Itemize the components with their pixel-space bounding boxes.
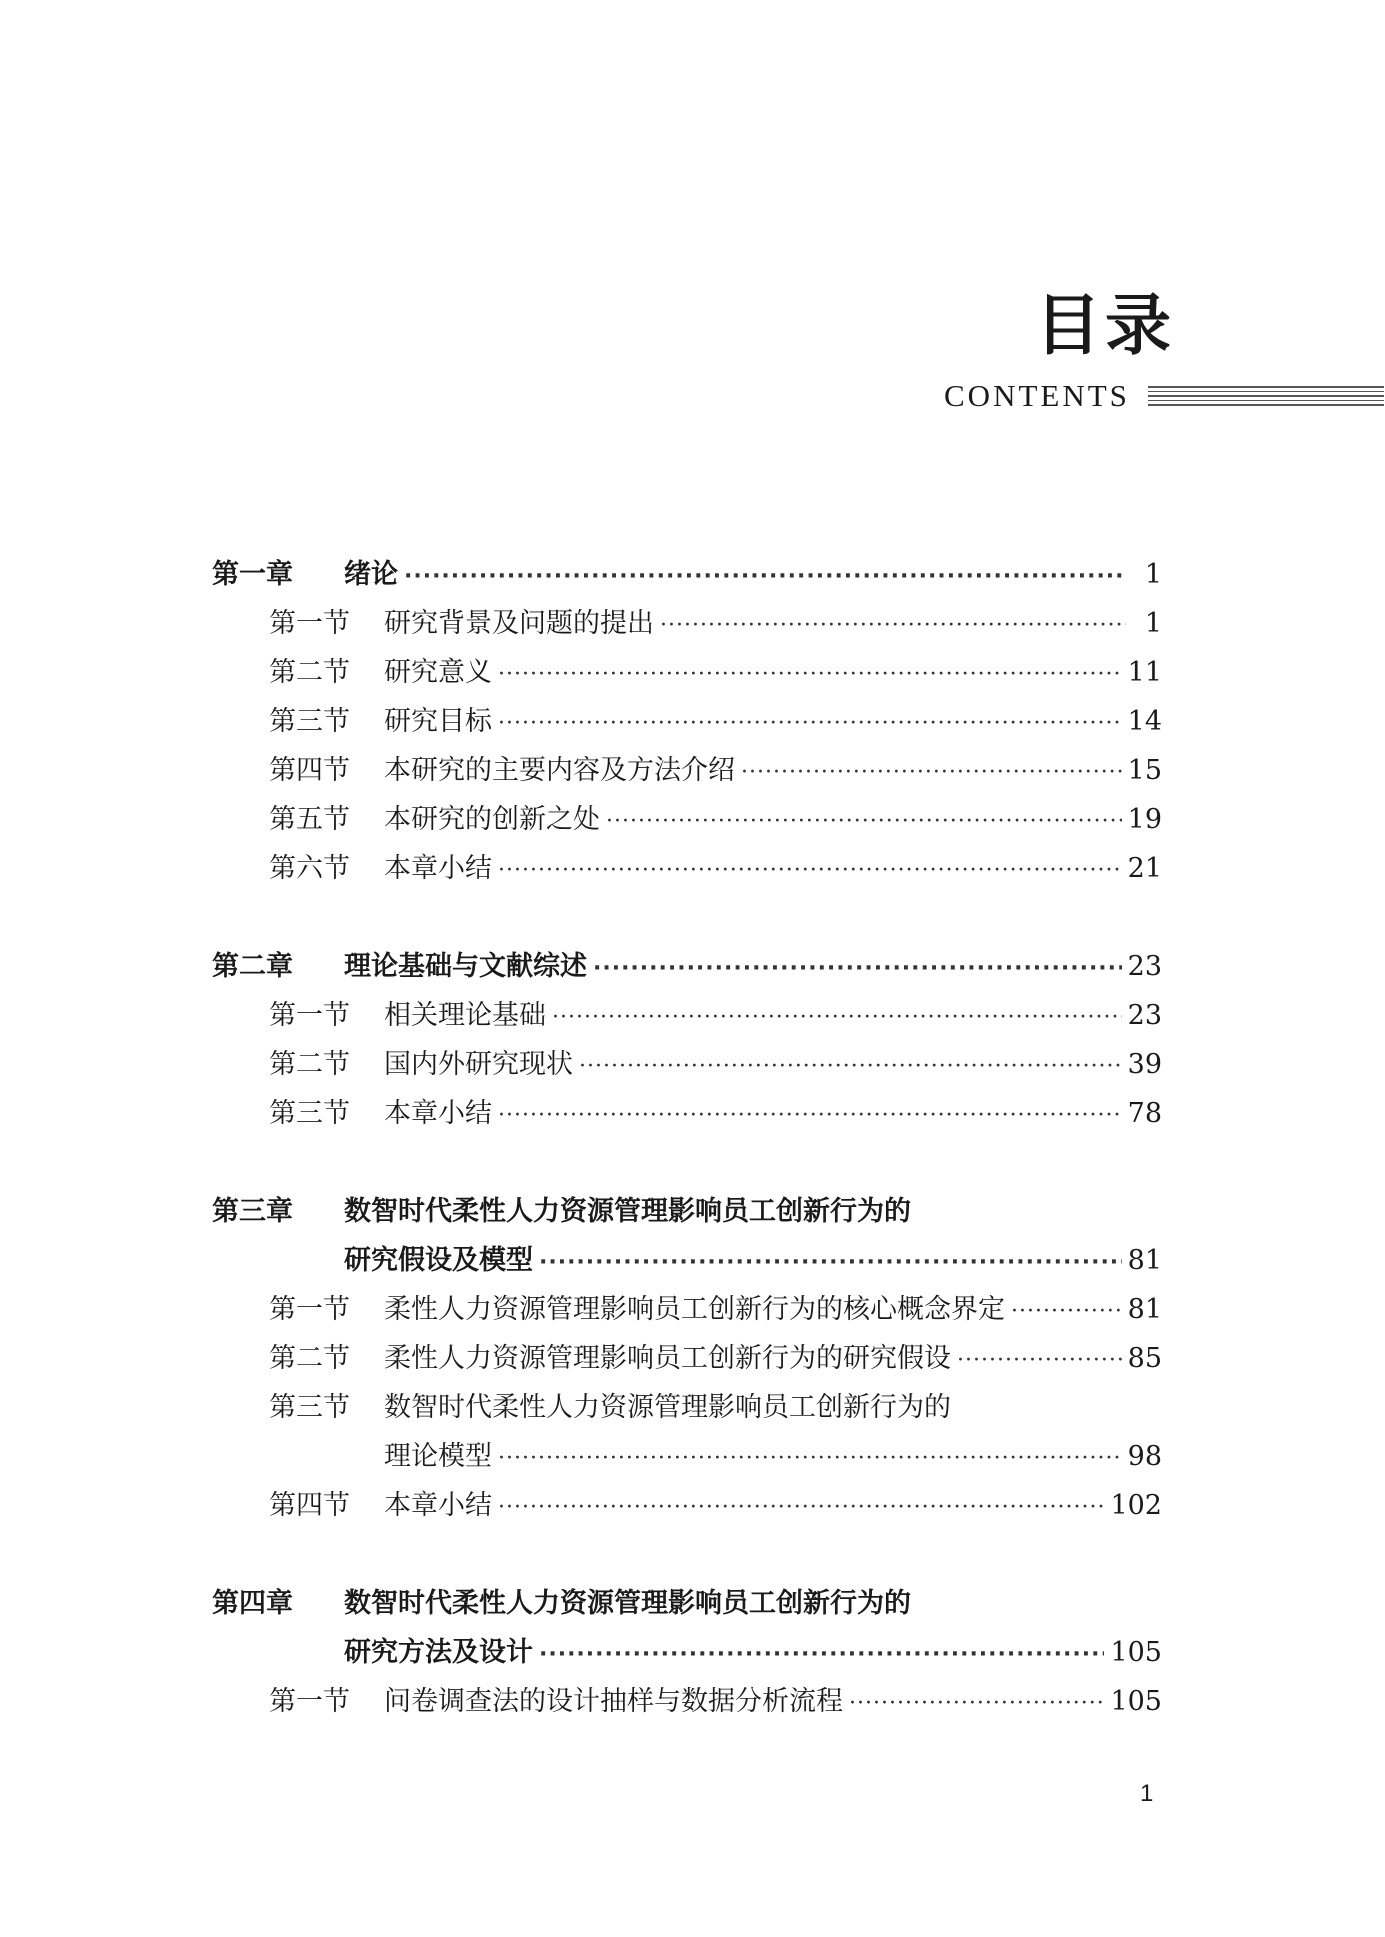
section-entry[interactable] [384,1481,1162,1532]
section-title: 本章小结 [384,1490,492,1521]
section-title: 柔性人力资源管理影响员工创新行为的核心概念界定 [384,1294,1005,1325]
section-title: 柔性人力资源管理影响员工创新行为的研究假设 [384,1343,951,1374]
chapter-title: 研究方法及设计 [344,1637,533,1668]
chapter-title: 绪论 [344,559,398,590]
page-title: 目录 [1035,286,1175,364]
section-row [0,1040,1385,1089]
section-page-number: 14 [1127,706,1162,737]
title-block [0,286,1385,420]
section-page-number: 105 [1110,1686,1162,1717]
section-number: 第二节 [269,1343,350,1374]
dot-leader [498,1434,1122,1483]
chapter-page-number: 81 [1127,1245,1162,1276]
dot-leader [539,1238,1122,1287]
section-row [0,1334,1385,1383]
dot-leader [498,699,1122,748]
section-page-number: 15 [1127,755,1162,786]
section-number: 第四节 [269,755,350,786]
dot-leader [660,601,1126,650]
chapter-title: 理论基础与文献综述 [344,951,587,982]
chapter-title: 研究假设及模型 [344,1245,533,1276]
section-number: 第四节 [269,1490,350,1521]
section-page-number: 1 [1144,608,1162,639]
section-entry[interactable] [384,697,1162,748]
section-page-number: 81 [1127,1294,1162,1325]
section-page-number: 19 [1127,804,1162,835]
chapter-page-number: 105 [1110,1637,1162,1668]
section-title: 研究目标 [384,706,492,737]
dot-leader [552,993,1122,1042]
section-page-number: 78 [1127,1098,1162,1129]
dot-leader [539,1630,1104,1679]
section-number: 第一节 [269,1686,350,1717]
section-row [0,991,1385,1040]
section-number: 第二节 [269,1049,350,1080]
section-title: 本章小结 [384,853,492,884]
chapter-number: 第四章 [212,1588,293,1619]
dot-leader [404,552,1126,601]
section-title: 本研究的主要内容及方法介绍 [384,755,735,786]
section-page-number: 11 [1127,657,1162,688]
section-entry[interactable] [384,1089,1162,1140]
chapter-row [0,1236,1385,1285]
chapter-entry[interactable] [344,550,1162,601]
section-number: 第三节 [269,1392,350,1423]
section-page-number: 39 [1127,1049,1162,1080]
section-number: 第三节 [269,1098,350,1129]
chapter-number: 第二章 [212,951,293,982]
chapter-page-number: 23 [1127,951,1162,982]
dot-leader [498,650,1122,699]
chapter-entry[interactable] [344,942,1162,993]
section-title: 本研究的创新之处 [384,804,600,835]
chapter-entry[interactable] [344,1628,1162,1679]
section-row [0,1481,1385,1530]
section-row [0,648,1385,697]
section-entry[interactable] [384,1432,1162,1483]
section-entry[interactable] [384,1334,1162,1385]
section-entry[interactable] [384,1040,1162,1091]
chapter-title: 数智时代柔性人力资源管理影响员工创新行为的 [344,1588,911,1619]
section-number: 第一节 [269,608,350,639]
chapter-row [0,942,1385,991]
dot-leader [606,797,1122,846]
section-page-number: 21 [1127,853,1162,884]
chapter-row [0,1187,1385,1236]
chapter-entry[interactable] [344,1236,1162,1287]
dot-leader [498,1091,1122,1140]
chapter-row [0,1579,1385,1628]
section-title: 问卷调查法的设计抽样与数据分析流程 [384,1686,843,1717]
chapter-title: 数智时代柔性人力资源管理影响员工创新行为的 [344,1196,911,1227]
section-row [0,844,1385,893]
section-title: 本章小结 [384,1098,492,1129]
dot-leader [957,1336,1122,1385]
section-row [0,746,1385,795]
section-number: 第一节 [269,1000,350,1031]
dot-leader [849,1679,1104,1728]
section-row [0,599,1385,648]
section-row [0,1432,1385,1481]
chapter-row [0,1628,1385,1677]
section-entry[interactable] [384,1285,1162,1336]
section-entry[interactable] [384,844,1162,895]
section-number: 第三节 [269,706,350,737]
section-entry[interactable] [384,1677,1162,1728]
section-title: 数智时代柔性人力资源管理影响员工创新行为的 [384,1392,951,1423]
page-number: 1 [1140,1780,1154,1807]
page-title-english: CONTENTS [944,378,1130,413]
section-page-number: 23 [1127,1000,1162,1031]
section-number: 第一节 [269,1294,350,1325]
dot-leader [1011,1287,1122,1336]
section-entry[interactable] [384,648,1162,699]
dot-leader [498,1483,1104,1532]
title-decorative-lines [1148,386,1384,409]
section-entry[interactable] [384,991,1162,1042]
chapter-page-number: 1 [1144,559,1162,590]
section-row [0,697,1385,746]
dot-leader [741,748,1122,797]
section-title: 国内外研究现状 [384,1049,573,1080]
section-title: 研究意义 [384,657,492,688]
section-row [0,795,1385,844]
section-row [0,1383,1385,1432]
section-title: 研究背景及问题的提出 [384,608,654,639]
section-row [0,1285,1385,1334]
section-page-number: 98 [1127,1441,1162,1472]
dot-leader [593,944,1122,993]
dot-leader [498,846,1122,895]
section-entry[interactable] [384,795,1162,846]
section-row [0,1677,1385,1726]
chapter-row [0,550,1385,599]
section-title: 相关理论基础 [384,1000,546,1031]
section-number: 第五节 [269,804,350,835]
section-title: 理论模型 [384,1441,492,1472]
chapter-number: 第三章 [212,1196,293,1227]
section-row [0,1089,1385,1138]
section-entry[interactable] [384,599,1162,650]
chapter-number: 第一章 [212,559,293,590]
dot-leader [579,1042,1122,1091]
section-page-number: 85 [1127,1343,1162,1374]
section-number: 第二节 [269,657,350,688]
section-entry[interactable] [384,746,1162,797]
section-number: 第六节 [269,853,350,884]
section-page-number: 102 [1110,1490,1162,1521]
